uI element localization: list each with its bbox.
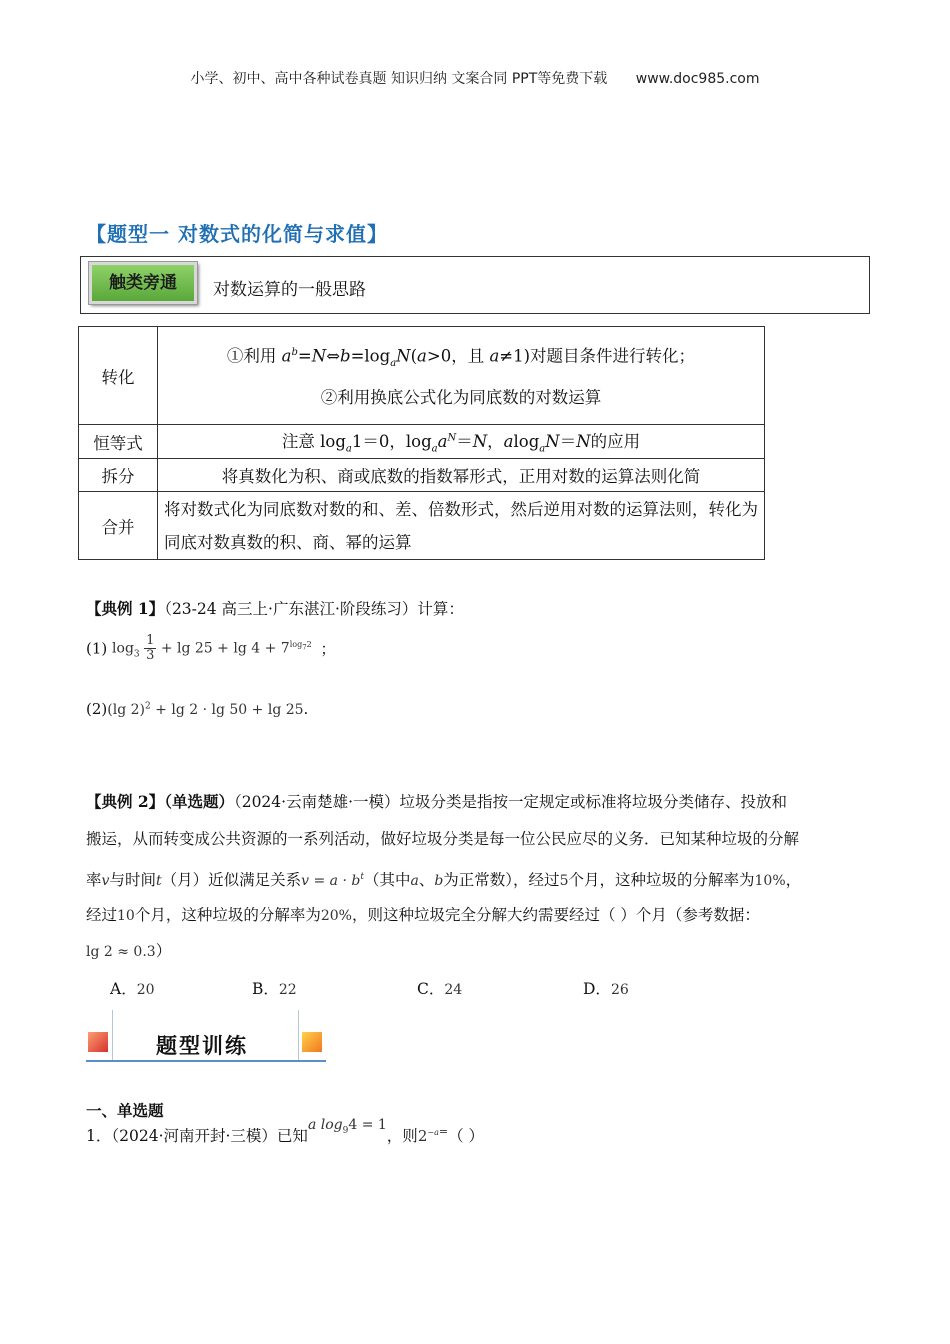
option-c[interactable]: [417, 977, 462, 999]
option-label: C．: [417, 980, 445, 998]
formula-condition: [307, 1117, 387, 1136]
text-fragment: 率: [86, 871, 102, 890]
example-2-line-3: [86, 858, 801, 901]
text-fragment: ＝: [456, 432, 473, 452]
training-title: 题型训练: [156, 1034, 248, 1058]
var-n: N: [396, 346, 411, 366]
text-fragment: ，则: [386, 1127, 418, 1145]
formula-2: [107, 702, 303, 718]
example-1-label: 【典例 1】: [86, 599, 165, 618]
option-b[interactable]: [252, 977, 297, 999]
option-value: 20: [136, 982, 155, 998]
fraction-denominator: 3: [146, 648, 155, 663]
text-fragment: 个月，这种垃圾的分解率为: [568, 871, 755, 890]
table-row: [79, 425, 765, 459]
text-fragment: ，: [785, 871, 802, 890]
question-number: (2): [86, 700, 108, 718]
question-number: 1．: [86, 1127, 112, 1145]
header-site-link[interactable]: www.doc985.com: [635, 71, 760, 87]
var-a: a: [410, 873, 419, 890]
option-label: D．: [583, 980, 611, 998]
row-key: 恒等式: [79, 425, 158, 459]
example-2-line-1: [86, 782, 787, 822]
formula-sub: 9: [342, 1125, 349, 1136]
formula-exp: −a: [427, 1128, 439, 1137]
row-key: 拆分: [79, 459, 158, 492]
formula-part: (lg 2): [107, 702, 145, 718]
formula-exp-sub: 7: [302, 643, 307, 652]
var-n-sup: N: [447, 432, 457, 444]
var-t: t: [155, 873, 162, 890]
text-fragment: 个月，这种垃圾的分解率为: [134, 906, 321, 924]
percent: 10%: [754, 873, 786, 890]
row-content: 将对数式化为同底数对数的和、差、倍数形式，然后逆用对数的运算法则，转化为同底对数真数的积、商、幂的运算: [158, 492, 765, 560]
var-b: b: [340, 346, 351, 366]
option-value: 24: [444, 982, 463, 998]
row-key: 合并: [79, 492, 158, 560]
formula-part: + lg 25 + lg 4 + 7: [160, 640, 290, 657]
page-header: [0, 68, 950, 88]
question-number: (1): [86, 639, 108, 658]
row-key: 转化: [79, 327, 158, 425]
section-title: 【题型一 对数式的化简与求值】: [86, 222, 388, 246]
option-value: 26: [610, 982, 629, 998]
formula-target: [418, 1127, 448, 1145]
var-n: N: [545, 432, 560, 452]
formula-part: + lg 2 · lg 50 + lg 25: [155, 702, 304, 718]
question-source: （2024·河南开封·三模）已知: [111, 1127, 308, 1145]
text-fragment: 、: [418, 871, 435, 890]
var-b: b: [434, 873, 444, 890]
text-fragment: ⇔: [326, 346, 341, 366]
var-n: N: [472, 432, 488, 452]
formula-exp: 2: [144, 701, 151, 712]
text-fragment: ，则这种垃圾完全分解大约需要经过（ ）个月（参考数据：: [351, 906, 760, 924]
question-1: [86, 1117, 484, 1148]
fraction: [144, 634, 156, 663]
formula-exp: log: [289, 639, 303, 649]
var-n: N: [576, 432, 591, 452]
formula-part: a log: [307, 1117, 343, 1133]
number: 10: [117, 908, 135, 924]
example-1-source: （23-24 高三上·广东湛江·阶段练习）计算：: [164, 600, 464, 618]
text-fragment: （其中: [363, 871, 411, 890]
text-fragment: （月）近似满足关系: [161, 871, 302, 890]
option-value: 22: [278, 982, 297, 998]
text-fragment: =: [297, 346, 312, 366]
text-fragment: 经过: [86, 906, 118, 924]
formula-part: 4 = 1: [348, 1117, 387, 1133]
fraction-numerator: 1: [146, 633, 155, 648]
banner-square-icon: [302, 1032, 322, 1052]
answer-blank: （ ）: [448, 1127, 484, 1145]
var-a: a: [417, 346, 427, 366]
text-fragment: 1＝0，log: [351, 432, 432, 452]
text-fragment: >0，且: [426, 346, 490, 366]
rule-line-2: ②利用换底公式化为同底数的对数运算: [320, 387, 602, 407]
example-2-line-5: [86, 932, 171, 972]
text-fragment: 的应用: [590, 432, 641, 452]
table-row: [79, 492, 765, 560]
row-content: [158, 327, 765, 425]
divider: [86, 1060, 326, 1062]
formula-part: log: [112, 640, 134, 657]
divider: [298, 1010, 299, 1062]
option-d[interactable]: [583, 977, 629, 999]
formula-exp-tail: 2: [306, 639, 312, 649]
var-a-sub: a: [539, 443, 546, 455]
var-v: v: [101, 873, 110, 890]
formula-part: =: [438, 1125, 449, 1138]
text-fragment: 注意 log: [281, 432, 346, 452]
text-fragment: ）: [155, 942, 172, 960]
example-1-question-2: [86, 700, 308, 718]
option-a[interactable]: [110, 977, 155, 999]
percent: 20%: [320, 908, 352, 924]
table-row: [79, 459, 765, 492]
row-content: 将真数化为积、商或底数的指数幂形式，正用对数的运算法则化简: [158, 459, 765, 492]
option-label: B．: [252, 980, 279, 998]
formula-sub: 3: [133, 649, 140, 660]
formula-exp: t: [360, 872, 364, 882]
text-fragment: log: [513, 432, 540, 452]
text-fragment: (: [410, 346, 418, 366]
var-a-sub: a: [390, 357, 397, 369]
part-heading: 一、单选题: [86, 1102, 164, 1120]
var-a: a: [437, 432, 448, 452]
tip-badge: 触类旁通: [89, 262, 197, 304]
var-a-sub: a: [431, 443, 438, 455]
text-fragment: 与时间: [109, 871, 156, 890]
example-2-tag: （单选题）: [164, 792, 234, 811]
punctuation: .: [303, 700, 309, 718]
option-label: A．: [110, 980, 137, 998]
example-2-label: 【典例 2】: [86, 792, 165, 811]
banner-square-icon: [88, 1032, 108, 1052]
var-b-sup: b: [291, 347, 298, 359]
table-row: [79, 327, 765, 425]
tip-text: 对数运算的一般思路: [213, 280, 366, 300]
text-fragment: ，: [487, 432, 504, 452]
formula-reference: lg 2 ≈ 0.3: [86, 944, 156, 960]
number: 5: [559, 873, 569, 890]
var-a: a: [489, 346, 500, 366]
example-2-line-4: [86, 896, 760, 936]
var-a: a: [281, 346, 292, 366]
formula-part: 2: [417, 1127, 428, 1145]
punctuation: ；: [320, 640, 336, 658]
header-text: 小学、初中、高中各种试卷真题 知识归纳 文案合同 PPT等免费下载: [190, 71, 608, 87]
text-fragment: ＝: [559, 432, 577, 452]
var-a-sub: a: [345, 443, 352, 455]
example-1-heading: [86, 597, 464, 619]
training-banner: [86, 1010, 326, 1062]
example-1-question-1: [86, 634, 336, 663]
text-fragment: （2024·云南楚雄·一模）垃圾分类是指按一定规定或标准将垃圾分类储存、投放和: [233, 793, 788, 811]
tip-box: [80, 256, 870, 314]
var-n: N: [311, 346, 327, 366]
text-fragment: 为正常数），经过: [443, 871, 560, 890]
var-a: a: [503, 432, 514, 452]
example-2-line-2: 搬运，从而转变成公共资源的一系列活动，做好垃圾分类是每一位公民应尽的义务．已知某种垃圾的分解: [86, 830, 800, 848]
text-fragment: =log: [350, 346, 391, 366]
text-fragment: ≠1)对题目条件进行转化；: [499, 346, 696, 366]
rule-line-1: [164, 336, 758, 381]
formula-1: [112, 634, 312, 663]
formula-decay: v = a · b: [301, 873, 361, 890]
row-content: [158, 425, 765, 459]
text-fragment: ①利用: [226, 346, 282, 366]
divider: [112, 1010, 113, 1062]
rules-table: [78, 326, 765, 560]
